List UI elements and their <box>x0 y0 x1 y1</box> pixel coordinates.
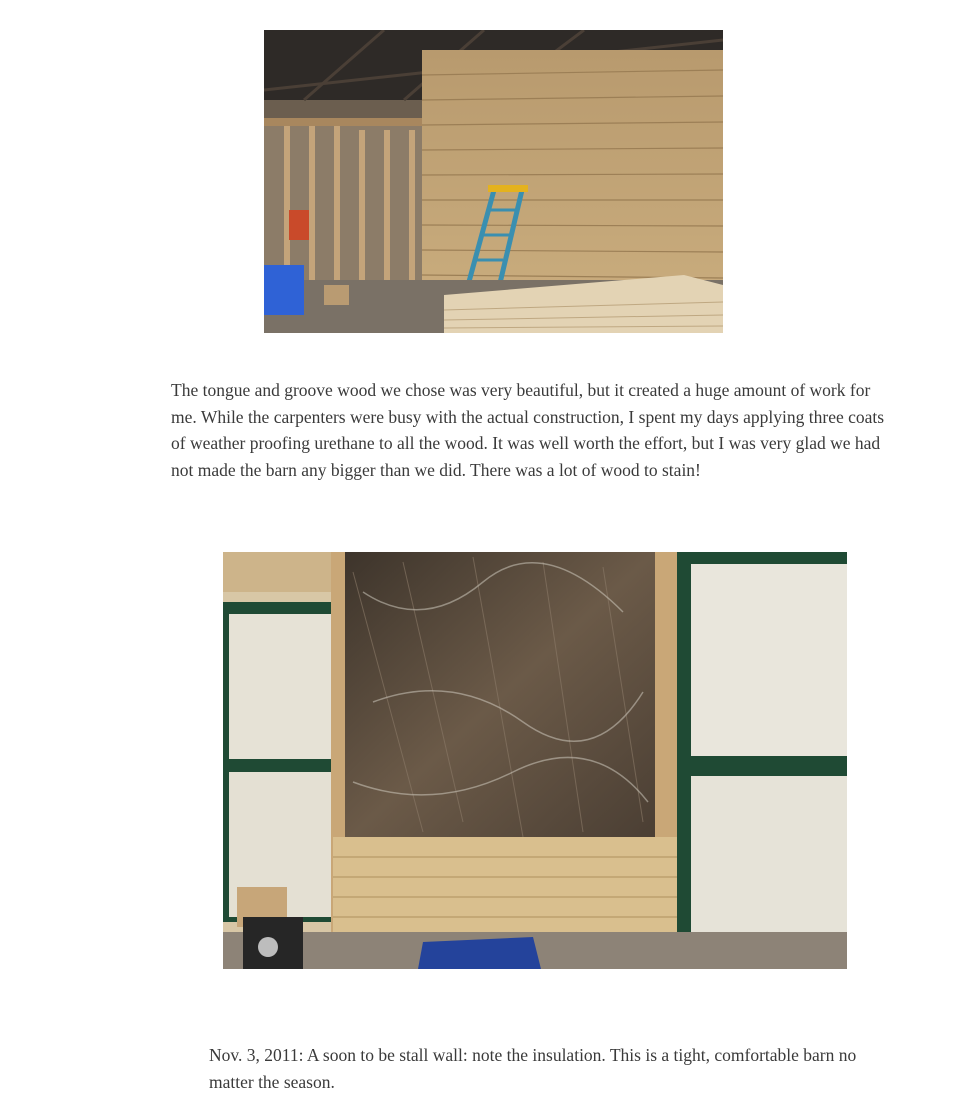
barn-construction-photo <box>264 30 723 333</box>
photo-caption-stall-wall: Nov. 3, 2011: A soon to be stall wall: note the insulation. This is a tight, comfortable barn no matter the season. <box>209 1045 857 1092</box>
barn-construction-image <box>264 30 723 333</box>
stall-wall-image <box>223 552 847 969</box>
paragraph-wood-staining: The tongue and groove wood we chose was very beautiful, but it created a huge amount of work for me. While the carpenters were busy with the actual construction, I spent my days applying three coats of weather proofing urethane to all the wood. It was well worth the effort, but I was very glad we had not made the barn any bigger than we did. There was a lot of wood to stain! <box>171 380 885 480</box>
stall-wall-photo <box>223 552 847 969</box>
